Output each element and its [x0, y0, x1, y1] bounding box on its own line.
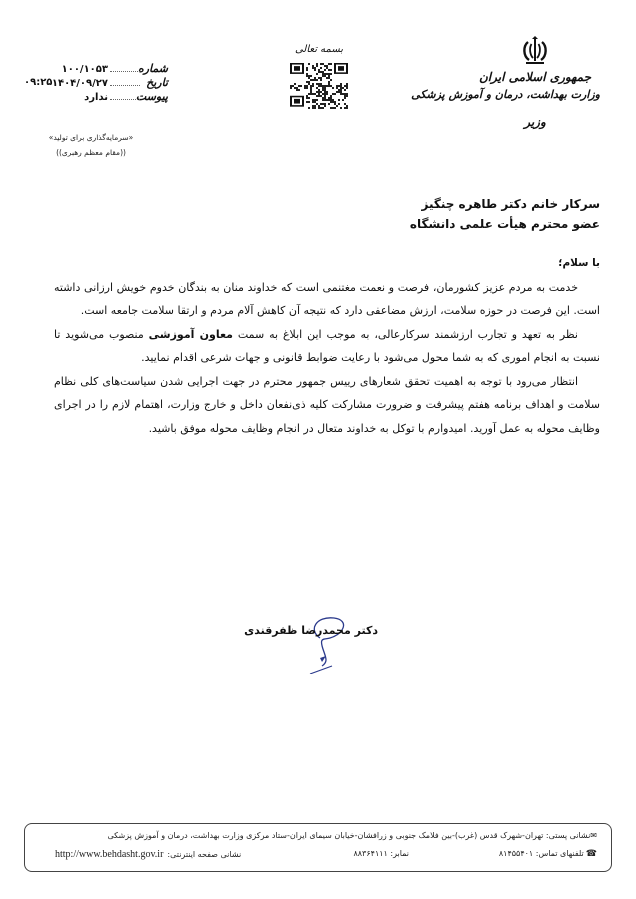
meta-number	[28, 62, 168, 76]
fax-number: نمابر: ۸۸۳۶۴۱۱۱	[353, 849, 409, 858]
addressee-name: سرکار خانم دکتر طاهره چنگیز	[421, 197, 600, 211]
addressee	[410, 194, 600, 234]
website-label: نشانی صفحه اینترنتی:	[167, 850, 242, 859]
phone-text: تلفنهای تماس: ۸۱۴۵۵۴۰۱	[498, 849, 584, 858]
meta-attachment	[28, 90, 168, 104]
slogan-text: «سرمایه‌گذاری برای تولید»	[48, 133, 134, 142]
number-value: ۱۰۰/۱۰۵۳	[61, 64, 108, 75]
iran-emblem-icon	[522, 36, 548, 66]
postal-address-text: نشانی پستی: تهران-شهرک قدس (غرب)-بین فلامک جنوبی و زرافشان-خیابان سیمای ایران-ستاد مرکزی وزارت بهداشت، درمان و آموزش پزشکی	[107, 831, 591, 840]
dotted-line	[110, 85, 140, 86]
country-name: جمهوری اسلامی ایران	[478, 70, 592, 84]
addressee-title: عضو محترم هیأت علمی دانشگاه	[409, 217, 600, 231]
date-label: تاریخ	[146, 76, 168, 89]
paragraph-2	[54, 323, 600, 370]
slogan-attribution: ((مقام معظم رهبری))	[56, 148, 126, 157]
paragraph-2-start: نظر به تعهد و تجارب ارزشمند سرکارعالی، به موجب این ابلاغ به سمت	[233, 327, 578, 341]
paragraph-2-end: منصوب می‌شوید تا نسبت به انجام اموری که به شما محول می‌شود با رعایت ضوابط قانونی و جهات شرعی اقدام نمایید.	[54, 327, 600, 364]
appointed-position: معاون آموزشی	[148, 327, 233, 341]
bismillah-text: بسمه تعالی	[294, 44, 344, 55]
sender-role: وزیر	[524, 115, 546, 129]
letter-footer	[24, 823, 612, 872]
mail-icon: ✉	[590, 831, 597, 840]
slogan	[36, 130, 146, 160]
number-label: شماره	[137, 62, 168, 75]
paragraph-3: انتظار می‌رود با توجه به اهمیت تحقق شعارهای رییس جمهور محترم در جهت اجرایی شدن سیاست‌های کلی نظام سلامت و اهداف برنامه هفتم پیشرفت و ضرورت مشارکت کلیه ذی‌نفعان داخل و خارج وزارت، اهتمام لازم را در اجرای وظایف محوله به عمل آورید. امیدوارم با توکل به خداوند متعال در انجام وظایف محوله موفق باشید.	[54, 374, 600, 435]
ministry-name: وزارت بهداشت، درمان و آموزش پزشکی	[411, 88, 600, 101]
attachment-label: پیوست	[135, 90, 168, 103]
time-value: ۰۹:۲۵	[24, 77, 53, 88]
postal-address	[107, 831, 597, 840]
handwritten-signature-icon	[258, 612, 378, 674]
letter-meta	[24, 62, 168, 104]
website	[55, 849, 241, 860]
letter-body	[54, 252, 600, 440]
date-value: ۱۴۰۴/۰۹/۲۷	[51, 78, 108, 89]
phone-icon: ☎	[585, 849, 597, 859]
signature-block	[244, 612, 378, 672]
greeting: با سلام؛	[558, 257, 600, 269]
dotted-line	[110, 71, 140, 72]
phone-numbers	[499, 849, 597, 859]
dotted-line	[110, 99, 140, 100]
contact-row	[39, 849, 597, 861]
qr-code-icon[interactable]	[290, 63, 348, 109]
signer-name: دکتر محمدرضا ظفرقندی	[244, 624, 378, 637]
website-link[interactable]: http://www.behdasht.gov.ir	[55, 849, 164, 860]
ministry-header	[411, 36, 600, 129]
attachment-value: ندارد	[84, 92, 108, 103]
center-header	[288, 44, 350, 109]
paragraph-1: خدمت به مردم عزیز کشورمان، فرصت و نعمت مغتنمی است که خداوند منان به بندگان خدوم خویش ارزانی داشته است. این فرصت در حوزه سلامت، ارزش مضاعفی دارد که نتیجه آن کاهش آلام مردم و ارتقا سلامت جامعه است.	[54, 280, 600, 317]
